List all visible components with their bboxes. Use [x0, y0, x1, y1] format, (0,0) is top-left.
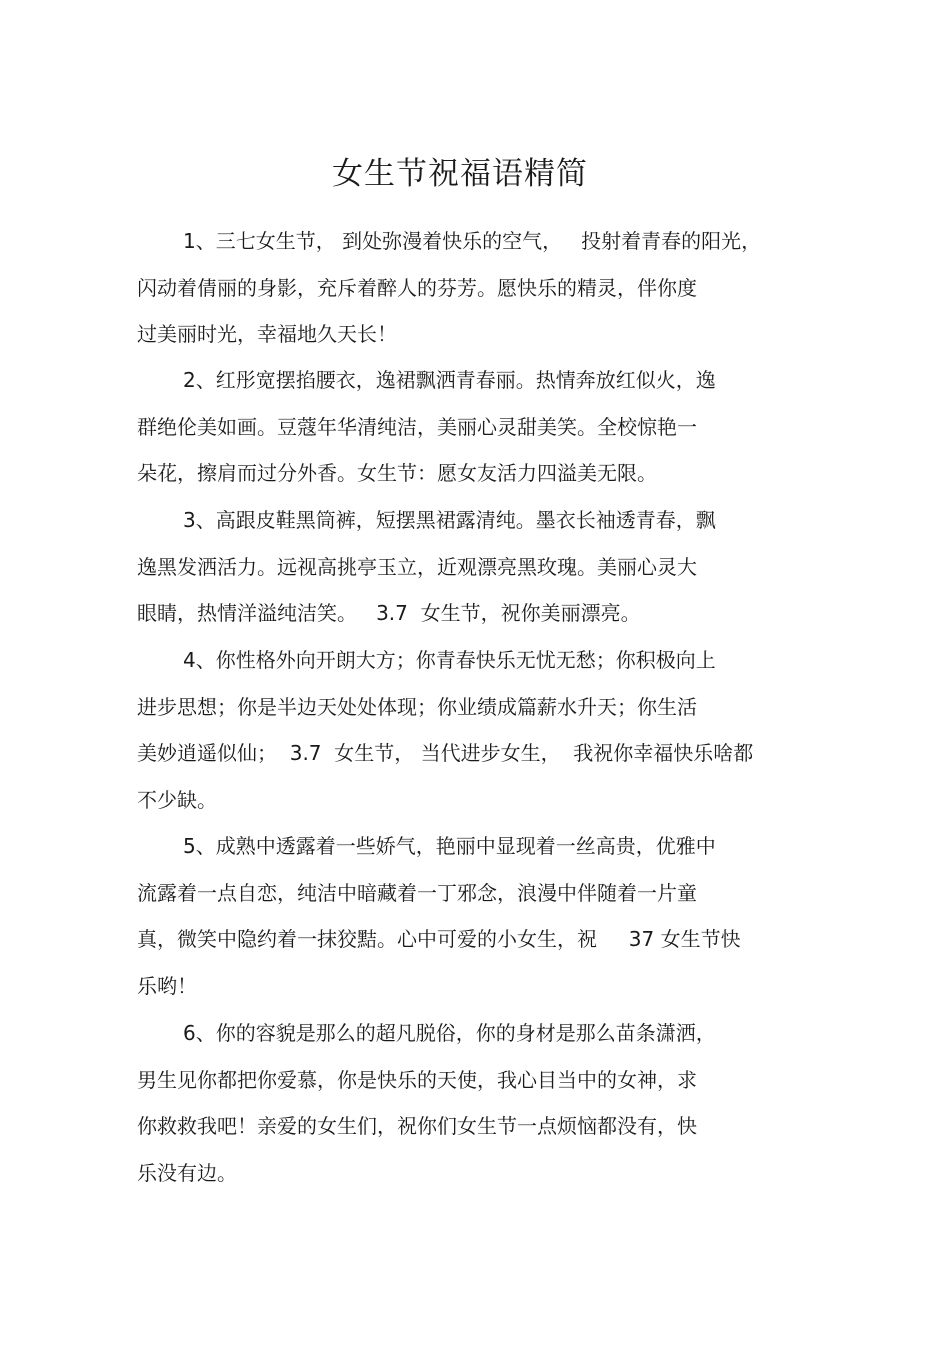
paragraph-line: 6、你的容貌是那么的超凡脱俗，你的身材是那么苗条潇洒，	[183, 1021, 716, 1045]
paragraph-line: 过美丽时光，幸福地久天长！	[137, 322, 397, 346]
paragraph-line: 男生见你都把你爱慕，你是快乐的天使，我心目当中的女神，求	[137, 1067, 697, 1092]
paragraph-line: 乐没有边。	[137, 1160, 237, 1185]
paragraph-line: 眼睛，热情洋溢纯洁笑。 3.7 女生节，祝你美丽漂亮。	[137, 601, 641, 625]
paragraph-line: 真，微笑中隐约着一抹狡黠。心中可爱的小女生，祝 37 女生节快	[137, 927, 741, 951]
paragraph-line: 美妙逍遥似仙； 3.7 女生节， 当代进步女生， 我祝你幸福快乐啥都	[137, 741, 754, 765]
paragraph-line: 2、红彤宽摆掐腰衣，逸裙飘洒青春丽。热情奔放红似火，逸	[183, 368, 716, 392]
paragraph-3	[137, 497, 817, 637]
paragraph-line: 流露着一点自恋，纯洁中暗藏着一丁邪念，浪漫中伴随着一片童	[137, 880, 697, 905]
paragraph-line: 乐哟！	[137, 973, 197, 998]
paragraph-line: 5、成熟中透露着一些娇气，艳丽中显现着一丝高贵，优雅中	[183, 834, 716, 858]
paragraph-line: 逸黑发洒活力。远视高挑亭玉立，近观漂亮黑玫瑰。美丽心灵大	[137, 554, 697, 579]
paragraph-line: 3、高跟皮鞋黑筒裤，短摆黑裙露清纯。墨衣长袖透青春，飘	[183, 508, 716, 532]
paragraph-5	[137, 823, 817, 1009]
paragraph-line: 4、你性格外向开朗大方；你青春快乐无忧无愁；你积极向上	[183, 648, 716, 672]
paragraph-1	[137, 218, 817, 358]
paragraph-line: 朵花，擦肩而过分外香。女生节：愿女友活力四溢美无限。	[137, 461, 657, 485]
paragraph-line: 不少缺。	[137, 787, 217, 812]
document-title: 女生节祝福语精简	[332, 156, 588, 192]
paragraph-2	[137, 357, 817, 497]
paragraph-line: 进步思想；你是半边天处处体现；你业绩成篇薪水升天；你生活	[137, 694, 697, 719]
paragraph-line: 群绝伦美如画。豆蔻年华清纯洁，美丽心灵甜美笑。全校惊艳一	[137, 414, 697, 439]
paragraph-6	[137, 1010, 817, 1196]
paragraph-line: 1、三七女生节， 到处弥漫着快乐的空气， 投射着青春的阳光，	[183, 229, 762, 253]
paragraph-4	[137, 637, 817, 823]
paragraph-line: 闪动着倩丽的身影，充斥着醉人的芬芳。愿快乐的精灵，伴你度	[137, 275, 697, 300]
paragraph-line: 你救救我吧！亲爱的女生们，祝你们女生节一点烦恼都没有，快	[137, 1114, 697, 1138]
